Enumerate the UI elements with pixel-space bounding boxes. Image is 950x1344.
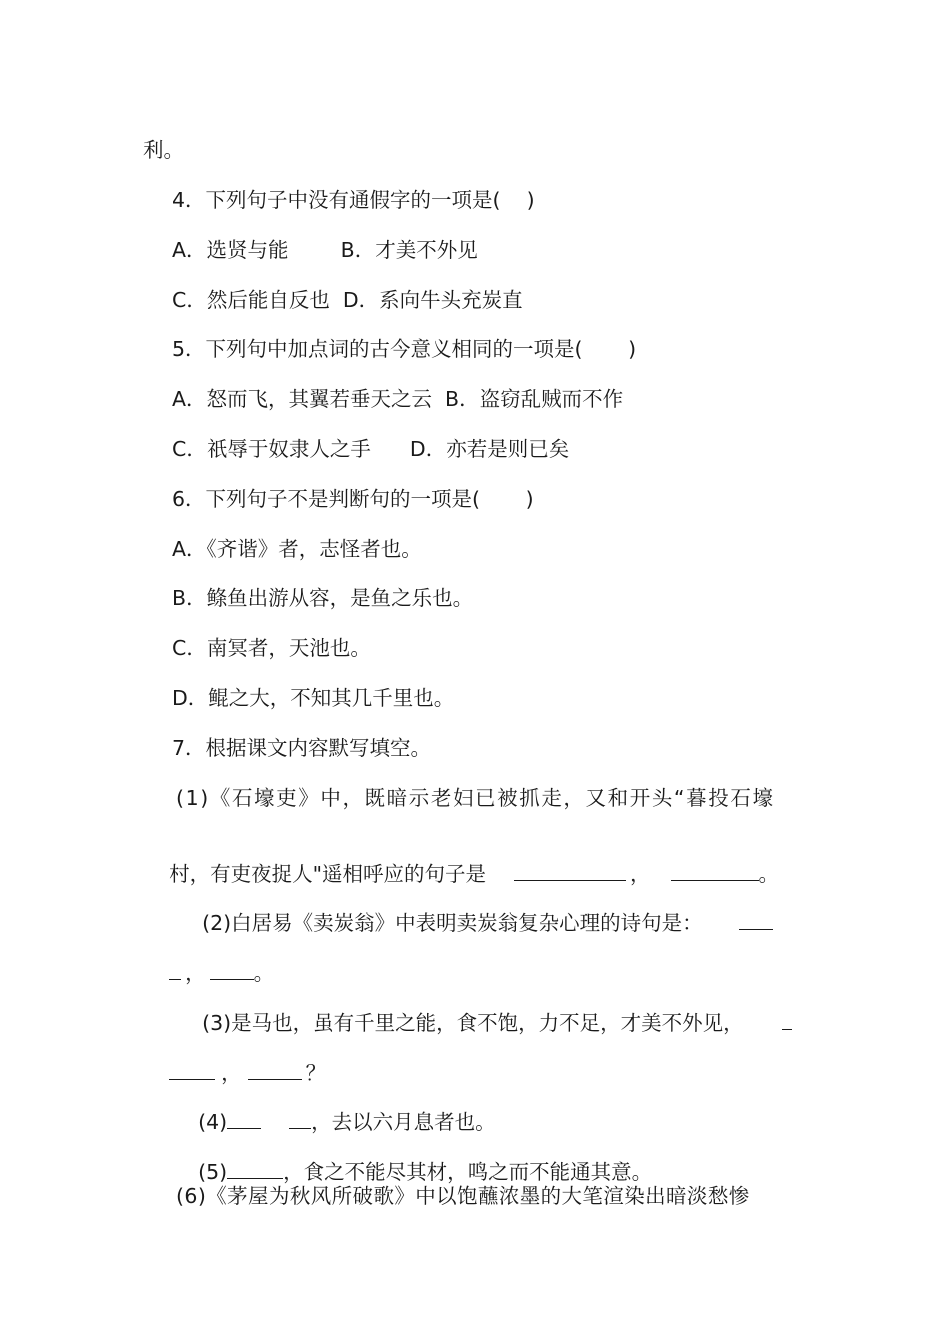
item-1-line: (1)《石壕吏》中，既暗示老妇已被抓走，又和开头“暮投石壕	[176, 786, 775, 810]
item-text: 。	[253, 961, 275, 985]
question-6: 6．下列句子不是判断句的一项是( )	[172, 487, 534, 511]
fill-blank[interactable]	[210, 961, 254, 980]
item-text: ，	[630, 862, 651, 886]
fill-blank[interactable]	[227, 1110, 261, 1129]
question-4: 4．下列句子中没有通假字的一项是( )	[172, 188, 535, 212]
fill-blank[interactable]	[671, 862, 759, 881]
item-text: 村，有吏夜捉人"遥相呼应的句子是	[169, 862, 487, 886]
item-text: 。	[758, 862, 780, 886]
option-line: C．然后能自反也 D．系向牛头充炭直	[172, 288, 523, 312]
option-line: A．《齐谐》者，志怪者也。	[172, 537, 422, 561]
fill-blank[interactable]	[514, 862, 626, 881]
fill-blank[interactable]	[227, 1160, 283, 1179]
question-5: 5．下列句中加点词的古今意义相同的一项是( )	[172, 337, 637, 361]
fill-blank[interactable]	[782, 1011, 792, 1030]
fill-blank[interactable]	[169, 961, 181, 980]
option-line: C．南冥者，天池也。	[172, 636, 371, 660]
fill-blank[interactable]	[248, 1061, 302, 1080]
item-text: ，	[185, 961, 206, 985]
option-line: A．选贤与能 B．才美不外见	[172, 238, 478, 262]
text-line: 利。	[143, 138, 184, 162]
item-text: (4)	[198, 1110, 228, 1134]
item-6-line: (6)《茅屋为秋风所破歌》中以饱蘸浓墨的大笔渲染出暗淡愁惨	[176, 1184, 750, 1208]
option-line: C．祇辱于奴隶人之手 D．亦若是则已矣	[172, 437, 570, 461]
fill-blank[interactable]	[169, 1061, 215, 1080]
option-line: D．鲲之大，不知其几千里也。	[172, 686, 455, 710]
item-text: (3)是马也，虽有千里之能，食不饱，力不足，才美不外见，	[202, 1011, 744, 1035]
item-text: (2)白居易《卖炭翁》中表明卖炭翁复杂心理的诗句是：	[202, 911, 703, 935]
fill-blank[interactable]	[289, 1110, 311, 1129]
item-text: (5)	[198, 1160, 228, 1184]
item-text: ，食之不能尽其材，鸣之而不能通其意。	[283, 1160, 653, 1184]
question-7: 7．根据课文内容默写填空。	[172, 736, 432, 760]
option-line: B．鲦鱼出游从容，是鱼之乐也。	[172, 586, 474, 610]
fill-blank[interactable]	[739, 911, 773, 930]
item-text: ？	[305, 1061, 327, 1085]
item-text: ，去以六月息者也。	[311, 1110, 496, 1134]
item-text: ，	[221, 1061, 242, 1085]
option-line: A．怒而飞，其翼若垂天之云 B．盗窃乱贼而不作	[172, 387, 624, 411]
